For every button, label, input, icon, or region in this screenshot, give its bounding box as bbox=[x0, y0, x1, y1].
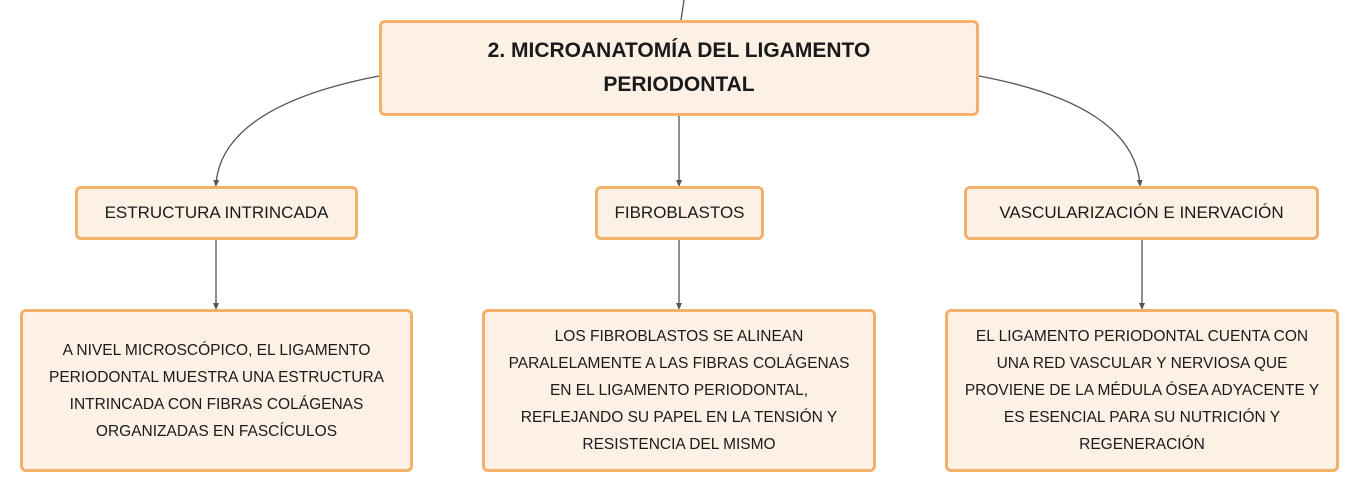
topic-label: VASCULARIZACIÓN E INERVACIÓN bbox=[999, 203, 1284, 222]
detail-vascularizacion-inervacion[interactable] bbox=[945, 309, 1339, 472]
detail-text: LOS FIBROBLASTOS SE ALINEAN PARALELAMENTE A LAS FIBRAS COLÁGENAS EN EL LIGAMENTO PERIODONTAL, REFLEJANDO SU PAPEL EN LA TENSIÓN Y RESISTENCIA DEL MISMO bbox=[508, 328, 850, 453]
incoming-connector bbox=[681, 0, 684, 20]
topic-fibroblastos[interactable] bbox=[595, 186, 764, 240]
detail-fibroblastos[interactable] bbox=[482, 309, 876, 472]
topic-vascularizacion-inervacion[interactable] bbox=[964, 186, 1319, 240]
root-title: 2. MICROANATOMÍA DEL LIGAMENTO PERIODONTAL bbox=[487, 39, 871, 96]
topic-label: ESTRUCTURA INTRINCADA bbox=[104, 203, 329, 222]
detail-estructura-intrincada[interactable] bbox=[20, 309, 413, 472]
connector-root-to-estructura bbox=[216, 76, 379, 184]
root-node[interactable] bbox=[379, 20, 979, 116]
detail-text: A NIVEL MICROSCÓPICO, EL LIGAMENTO PERIODONTAL MUESTRA UNA ESTRUCTURA INTRINCADA CON FIBRAS COLÁGENAS ORGANIZADAS EN FASCÍCULOS bbox=[48, 341, 384, 440]
detail-text: EL LIGAMENTO PERIODONTAL CUENTA CON UNA RED VASCULAR Y NERVIOSA QUE PROVIENE DE LA MÉDULA ÓSEA ADYACENTE Y ES ESENCIAL PARA SU NUTRICIÓN Y REGENERACIÓN bbox=[964, 328, 1320, 453]
topic-estructura-intrincada[interactable] bbox=[75, 186, 358, 240]
topic-label: FIBROBLASTOS bbox=[614, 203, 745, 222]
connector-root-to-vascularizacion bbox=[979, 76, 1140, 184]
